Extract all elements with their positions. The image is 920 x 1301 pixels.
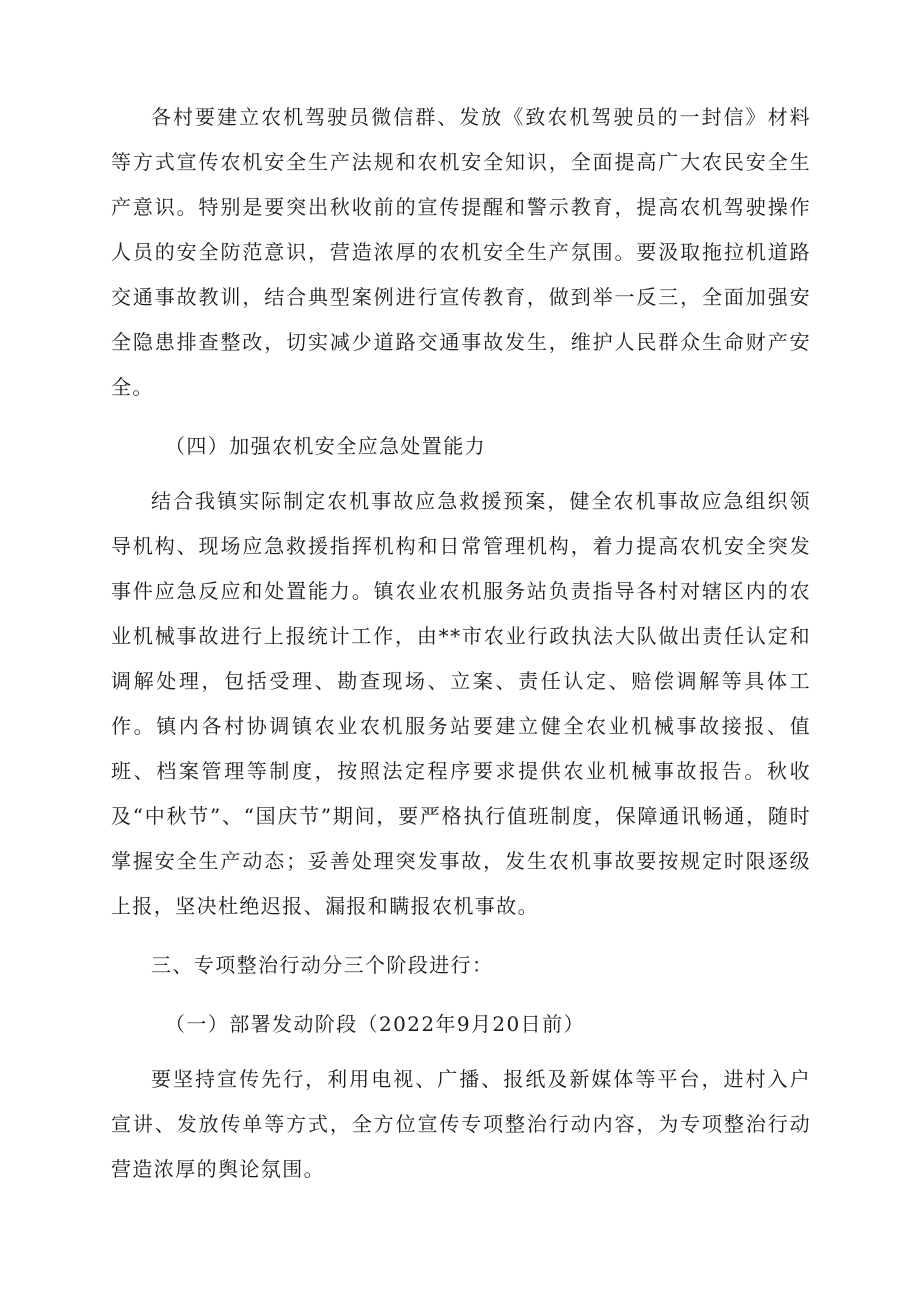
paragraph-publicity-first: 要坚持宣传先行，利用电视、广播、报纸及新媒体等平台，进村入户宣讲、发放传单等方式，全方位宣传专项整治行动内容，为专项整治行动营造浓厚的舆论氛围。 — [111, 1067, 811, 1181]
paragraph-publicity: 各村要建立农机驾驶员微信群、发放《致农机驾驶员的一封信》材料等方式宣传农机安全生产法规和农机安全知识，全面提高广大农民安全生产意识。特别是要突出秋收前的宣传提醒和警示教育，提高农机驾驶操作人员的安全防范意识，营造浓厚的农机安全生产氛围。要汲取拖拉机道路交通事故教训，结合典型案例进行宣传教育，做到举一反三，全面加强安全隐患排查整改，切实减少道路交通事故发生，维护人民群众生命财产安全。 — [111, 105, 811, 399]
document-page — [111, 95, 811, 1192]
section-three-stages: 三、专项整治行动分三个阶段进行： — [151, 953, 494, 977]
heading-emergency-capability: （四）加强农机安全应急处置能力 — [165, 434, 486, 458]
heading-deployment-stage: （一）部署发动阶段（2022年9月20日前） — [165, 1012, 585, 1036]
paragraph-emergency-plan: 结合我镇实际制定农机事故应急救援预案，健全农机事故应急组织领导机构、现场应急救援指挥机构和日常管理机构，着力提高农机安全突发事件应急反应和处置能力。镇农业农机服务站负责指导各村对辖区内的农业机械事故进行上报统计工作，由**市农业行政执法大队做出责任认定和调解处理，包括受理、勘查现场、立案、责任认定、赔偿调解等具体工作。镇内各村协调镇农业农机服务站要建立健全农业机械事故接报、值班、档案管理等制度，按照法定程序要求提供农业机械事故报告。秋收及“中秋节”、“国庆节”期间，要严格执行值班制度，保障通讯畅通，随时掌握安全生产动态；妥善处理突发事故，发生农机事故要按规定时限逐级上报，坚决杜绝迟报、漏报和瞒报农机事故。 — [111, 489, 811, 918]
